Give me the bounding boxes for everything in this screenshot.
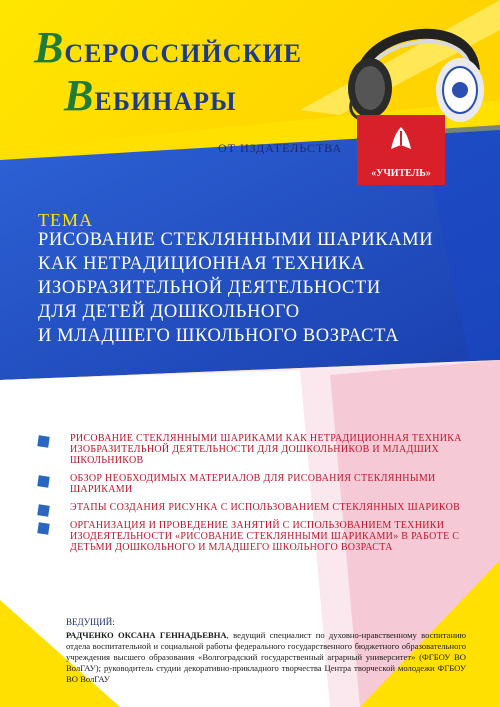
host-description (66, 630, 466, 685)
list-item (38, 433, 478, 466)
agenda-list (38, 433, 478, 560)
bullet-square-icon (37, 475, 49, 487)
topic-line-4: ДЛЯ ДЕТЕЙ ДОШКОЛЬНОГО (38, 302, 300, 322)
title-line-1-rest: СЕРОССИЙСКИЕ (64, 39, 302, 68)
topic-line-3: ИЗОБРАЗИТЕЛЬНОЙ ДЕЯТЕЛЬНОСТИ (38, 278, 381, 298)
publisher-logo (357, 115, 445, 185)
host-bio: , ведущий специалист по духовно-нравственному воспитанию отдела воспитательной и социальной работы федерального государственного бюджетного образовательного учреждения высшего образования «Волгоградский государственный аграрный университет» (ФГБОУ ВО ВолГАУ); руководитель студии декоративно-прикладного творчества Центра творческой молодежи ФГБОУ ВО ВолГАУ (66, 630, 466, 684)
title-line-2-rest: ЕБИНАРЫ (94, 87, 237, 116)
logo-text: «УЧИТЕЛЬ» (371, 168, 431, 179)
topic-line-1: РИСОВАНИЕ СТЕКЛЯННЫМИ ШАРИКАМИ (38, 230, 434, 250)
topic-line-5: И МЛАДШЕГО ШКОЛЬНОГО ВОЗРАСТА (38, 326, 400, 346)
bullet-square-icon (37, 435, 49, 447)
list-item-text: РИСОВАНИЕ СТЕКЛЯННЫМИ ШАРИКАМИ КАК НЕТРАДИЦИОННАЯ ТЕХНИКА ИЗОБРАЗИТЕЛЬНОЙ ДЕЯТЕЛЬНОСТИ ДЛЯ ДОШКОЛЬНИКОВ И МЛАДШИХ ШКОЛЬНИКОВ (70, 433, 462, 466)
title-line-2-initial: В (64, 71, 95, 120)
list-item (38, 502, 478, 513)
title-line-2 (64, 70, 237, 121)
list-item-text: ОБЗОР НЕОБХОДИМЫХ МАТЕРИАЛОВ ДЛЯ РИСОВАНИЯ СТЕКЛЯННЫМИ ШАРИКАМИ (70, 473, 436, 495)
publisher-label: ОТ ИЗДАТЕЛЬСТВА (218, 141, 343, 155)
topic-line-2: КАК НЕТРАДИЦИОННАЯ ТЕХНИКА (38, 254, 365, 274)
topic-label: ТЕМА (38, 210, 93, 230)
headphones-image (340, 10, 490, 125)
bullet-square-icon (37, 522, 49, 534)
host-name: РАДЧЕНКО ОКСАНА ГЕННАДЬЕВНА (66, 630, 227, 640)
bullet-square-icon (37, 504, 49, 516)
host-label: ВЕДУЩИЙ: (66, 617, 115, 627)
title-line-1 (34, 22, 302, 73)
list-item (38, 520, 478, 553)
list-item-text: ОРГАНИЗАЦИЯ И ПРОВЕДЕНИЕ ЗАНЯТИЙ С ИСПОЛЬЗОВАНИЕМ ТЕХНИКИ ИЗОДЕЯТЕЛЬНОСТИ «РИСОВАНИЕ СТЕКЛЯННЫМИ ШАРИКАМИ» В РАБОТЕ С ДЕТЬМИ ДОШКОЛЬНОГО И МЛАДШЕГО ШКОЛЬНОГО ВОЗРАСТА (70, 520, 460, 553)
book-emblem-icon (387, 123, 415, 153)
list-item (38, 473, 478, 495)
title-line-1-initial: В (34, 23, 65, 72)
list-item-text: ЭТАПЫ СОЗДАНИЯ РИСУНКА С ИСПОЛЬЗОВАНИЕМ СТЕКЛЯННЫХ ШАРИКОВ (70, 502, 461, 513)
